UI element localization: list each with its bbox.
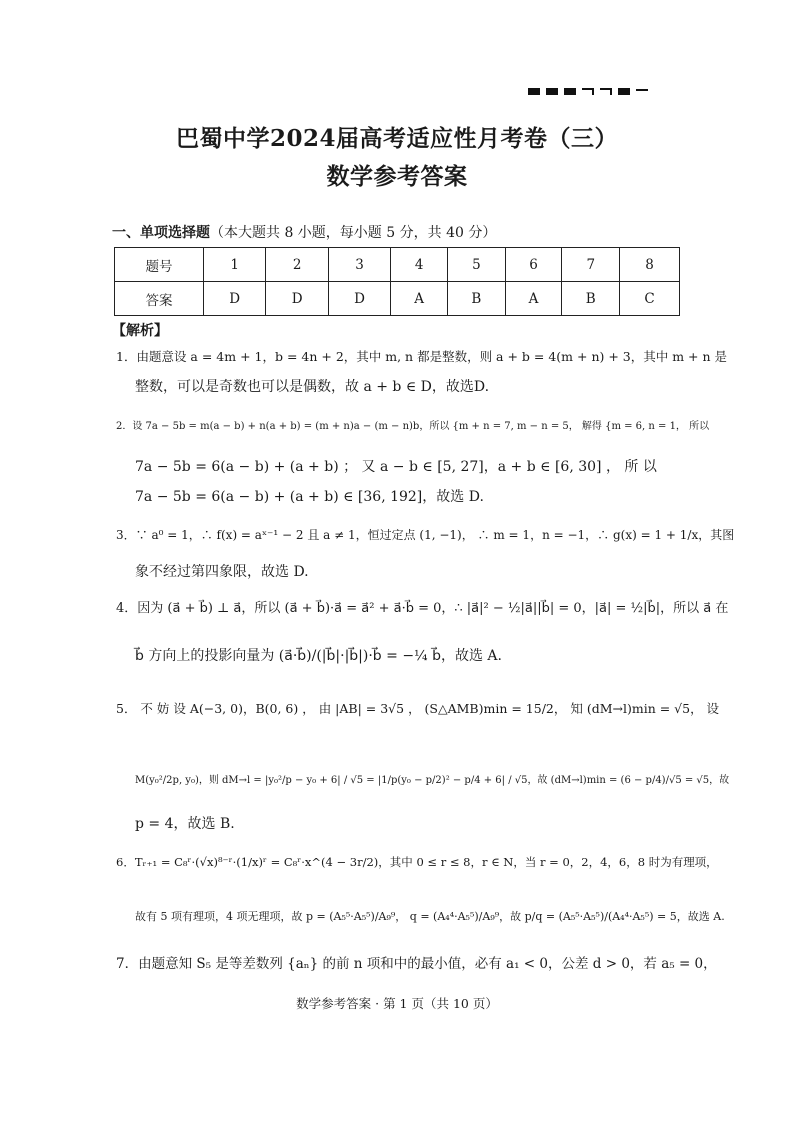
section-heading xyxy=(112,222,496,242)
table-cell: 8 xyxy=(620,248,680,282)
table-cell: A xyxy=(505,282,562,316)
table-cell: 1 xyxy=(204,248,266,282)
solution-line: 7a − 5b = 6(a − b) + (a + b) ∈ [36, 192]，故选 D. xyxy=(135,489,484,505)
solution-line: 整数，可以是奇数也可以是偶数，故 a + b ∈ D，故选D. xyxy=(135,379,490,395)
solution-line: 7a − 5b = 6(a − b) + (a + b) ； 又 a − b ∈ [5, 27]，a + b ∈ [6, 30] ， 所 以 xyxy=(135,459,657,475)
table-cell: 3 xyxy=(328,248,390,282)
solution-line: M(y₀²/2p, y₀)，则 dM→l = |y₀²/p − y₀ + 6| / √5 = |1/p(y₀ − p/2)² − p/4 + 6| / √5，故 (dM→l)min = (6 − p/4)/√5 = √5，故 xyxy=(135,775,730,786)
table-cell: 2 xyxy=(266,248,328,282)
table-cell: 6 xyxy=(505,248,562,282)
table-cell: C xyxy=(620,282,680,316)
analysis-label: 【解析】 xyxy=(112,323,168,339)
header-mark xyxy=(528,88,648,102)
solution-line: 2．设 7a − 5b = m(a − b) + n(a + b) = (m + n)a − (m − n)b，所以 {m + n = 7, m − n = 5， 解得 {m = 6, n = 1， 所以 xyxy=(116,421,710,432)
table-header-cell: 题号 xyxy=(115,248,204,282)
solution-line: b⃗ 方向上的投影向量为 (a⃗·b⃗)/(|b⃗|·|b⃗|)·b⃗ = −¼ b⃗，故选 A. xyxy=(135,648,502,664)
table-row xyxy=(115,282,680,316)
table-cell: D xyxy=(328,282,390,316)
solution-line: 6．Tᵣ₊₁ = C₈ʳ·(√x)⁸⁻ʳ·(1/x)ʳ = C₈ʳ·x^(4 − 3r/2)，其中 0 ≤ r ≤ 8，r ∈ N，当 r = 0，2，4，6，8 时为有理项， xyxy=(116,855,718,869)
solution-line: 3．∵ a⁰ = 1，∴ f(x) = aˣ⁻¹ − 2 且 a ≠ 1，恒过定点 (1, −1)， ∴ m = 1，n = −1，∴ g(x) = 1 + 1/x，其图 xyxy=(116,528,735,542)
table-header-cell: 答案 xyxy=(115,282,204,316)
table-cell: B xyxy=(562,282,620,316)
table-row xyxy=(115,248,680,282)
table-cell: 7 xyxy=(562,248,620,282)
solution-line: p = 4，故选 B. xyxy=(135,816,235,832)
solution-line: 4．因为 (a⃗ + b⃗) ⊥ a⃗，所以 (a⃗ + b⃗)·a⃗ = a⃗² + a⃗·b⃗ = 0，∴ |a⃗|² − ½|a⃗||b⃗| = 0，|a⃗| = ½|b⃗|，所以 a⃗ 在 xyxy=(116,601,729,616)
table-cell: A xyxy=(391,282,448,316)
title-line1: 巴蜀中学2024届高考适应性月考卷（三） xyxy=(175,125,618,152)
section-note: （本大题共 8 小题，每小题 5 分，共 40 分） xyxy=(210,225,497,241)
section-title: 一、单项选择题 xyxy=(112,225,210,241)
page-footer: 数学参考答案 · 第 1 页（共 10 页） xyxy=(296,996,498,1011)
table-cell: D xyxy=(204,282,266,316)
answer-table xyxy=(114,247,680,316)
table-cell: 4 xyxy=(391,248,448,282)
solution-line: 7．由题意知 S₅ 是等差数列 {aₙ} 的前 n 项和中的最小值，必有 a₁ < 0，公差 d > 0，若 a₅ = 0， xyxy=(116,956,717,972)
table-cell: D xyxy=(266,282,328,316)
table-cell: 5 xyxy=(448,248,506,282)
solution-line: 5． 不 妨 设 A(−3, 0)，B(0, 6) ， 由 |AB| = 3√5 ， (S△AMB)min = 15/2， 知 (dM→l)min = √5， 设 xyxy=(116,701,720,716)
solution-line: 故有 5 项有理项，4 项无理项，故 p = (A₅⁵·A₅⁵)/A₉⁹， q = (A₄⁴·A₅⁵)/A₉⁹，故 p/q = (A₅⁵·A₅⁵)/(A₄⁴·A₅⁵) = 5，故选 A. xyxy=(135,910,725,923)
title-line2: 数学参考答案 xyxy=(326,163,468,190)
solution-line: 象不经过第四象限，故选 D. xyxy=(135,564,309,580)
table-cell: B xyxy=(448,282,506,316)
solution-line: 1．由题意设 a = 4m + 1，b = 4n + 2，其中 m, n 都是整数，则 a + b = 4(m + n) + 3，其中 m + n 是 xyxy=(116,349,728,364)
